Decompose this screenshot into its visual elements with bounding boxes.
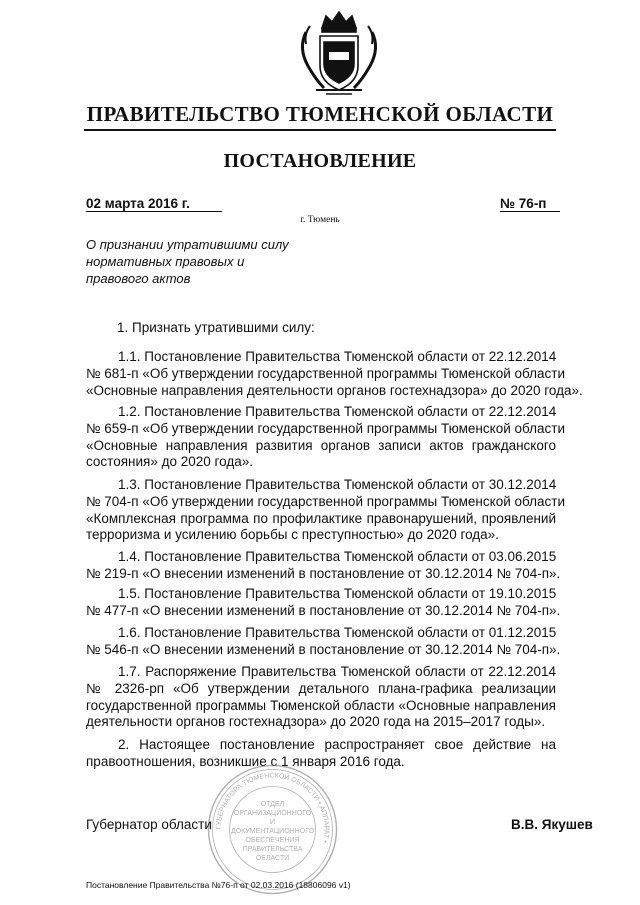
document-kind-title: ПОСТАНОВЛЕНИЕ xyxy=(223,150,417,172)
paragraph-1-5 xyxy=(86,586,561,620)
subject-line: правового актов xyxy=(86,271,191,286)
paragraph-1-7 xyxy=(86,664,556,731)
stamp-center-line: ПРАВИТЕЛЬСТВА xyxy=(242,846,303,853)
date-underline xyxy=(86,211,222,212)
stamp-center-line: ОБЛАСТИ xyxy=(255,855,290,862)
paragraph-1-2 xyxy=(86,404,565,471)
stamp-center-line: ДОКУМЕНТАЦИОННОГО xyxy=(230,828,315,835)
paragraph-line: государственной программы Тюменской области «Основные направления xyxy=(86,697,556,713)
document-footer: Постановление Правительства №76-п от 02.03.2016 (18806096 v1) xyxy=(86,880,351,890)
stamp-center-line: И xyxy=(269,819,276,826)
paragraph-line: № 546-п «О внесении изменений в постановление от 30.12.2014 № 704-п». xyxy=(86,641,561,657)
item-1-heading: 1. Признать утратившими силу: xyxy=(117,320,315,335)
paragraph-line: «Основные направления деятельности органов гостехнадзора» до 2020 года». xyxy=(86,382,583,398)
paragraph-line: 1.3. Постановление Правительства Тюменской области от 30.12.2014 xyxy=(118,477,557,492)
document-number: № 76-п xyxy=(500,196,547,211)
paragraph-line: 1.4. Постановление Правительства Тюменской области от 03.06.2015 xyxy=(118,549,557,564)
paragraph-line: 2. Настоящее постановление распространяет свое действие на xyxy=(118,737,556,752)
stamp-center-line: ОБЕСПЕЧЕНИЯ xyxy=(245,837,300,844)
document-city: г. Тюмень xyxy=(300,215,340,225)
paragraph-1-1 xyxy=(86,349,583,399)
document-subject xyxy=(86,236,326,287)
signer-name: В.В. Якушев xyxy=(511,817,593,832)
paragraph-line: № 477-п «О внесении изменений в постановление от 30.12.2014 № 704-п». xyxy=(86,602,561,618)
paragraph-line: правоотношения, возникшие с 1 января 2016 года. xyxy=(86,753,405,769)
paragraph-line: терроризма и усилению борьбы с преступностью» до 2020 года». xyxy=(86,527,499,543)
paragraph-line: № 704-п «Об утверждении государственной программы Тюменской области xyxy=(86,493,565,509)
government-title: ПРАВИТЕЛЬСТВО ТЮМЕНСКОЙ ОБЛАСТИ xyxy=(86,102,554,126)
paragraph-1-3 xyxy=(86,477,565,544)
stamp-ring-text: ГУБЕРНАТОРА ТЮМЕНСКОЙ ОБЛАСТИ • АППАРАТ • xyxy=(215,772,330,844)
stamp-center-line: ОТДЕЛ xyxy=(260,801,285,808)
paragraph-line: «Основные направления развития органов записи актов гражданского xyxy=(86,437,556,453)
paragraph-line: № 659-п «Об утверждении государственной программы Тюменской области xyxy=(86,420,565,436)
signer-position: Губернатор области xyxy=(86,817,212,832)
title-underline xyxy=(84,129,556,131)
paragraph-line: 1.2. Постановление Правительства Тюменской области от 22.12.2014 xyxy=(118,404,557,419)
paragraph-1-4 xyxy=(86,549,561,583)
paragraph-line: «Комплексная программа по профилактике правонарушений, проявлений xyxy=(86,510,556,526)
number-underline xyxy=(500,211,560,212)
paragraph-line: 1.5. Постановление Правительства Тюменской области от 19.10.2015 xyxy=(118,586,557,601)
paragraph-line: деятельности органов гостехнадзора» до 2020 года на 2015–2017 годы». xyxy=(86,714,546,730)
paragraph-line: состояния» до 2020 года». xyxy=(86,454,253,470)
subject-line: О признании утратившими силу xyxy=(86,237,289,252)
paragraph-1-6 xyxy=(86,625,561,659)
paragraph-line: 1.1. Постановление Правительства Тюменской области от 22.12.2014 xyxy=(118,349,557,364)
paragraph-line: № 219-п «О внесении изменений в постановление от 30.12.2014 № 704-п». xyxy=(86,565,561,581)
paragraph-line: № 2326-рп «Об утверждении детального плана-графика реализации xyxy=(86,680,556,696)
paragraph-line: 1.7. Распоряжение Правительства Тюменской области от 22.12.2014 xyxy=(118,664,556,679)
stamp-center-line: ОРГАНИЗАЦИОННОГО xyxy=(233,810,312,817)
paragraph-line: № 681-п «Об утверждении государственной программы Тюменской области xyxy=(86,365,565,381)
paragraph-line: 1.6. Постановление Правительства Тюменской области от 01.12.2015 xyxy=(118,625,557,640)
coat-of-arms-emblem xyxy=(296,8,382,96)
document-date: 02 марта 2016 г. xyxy=(86,196,190,211)
subject-line: нормативных правовых и xyxy=(86,254,245,269)
official-stamp xyxy=(205,762,340,897)
